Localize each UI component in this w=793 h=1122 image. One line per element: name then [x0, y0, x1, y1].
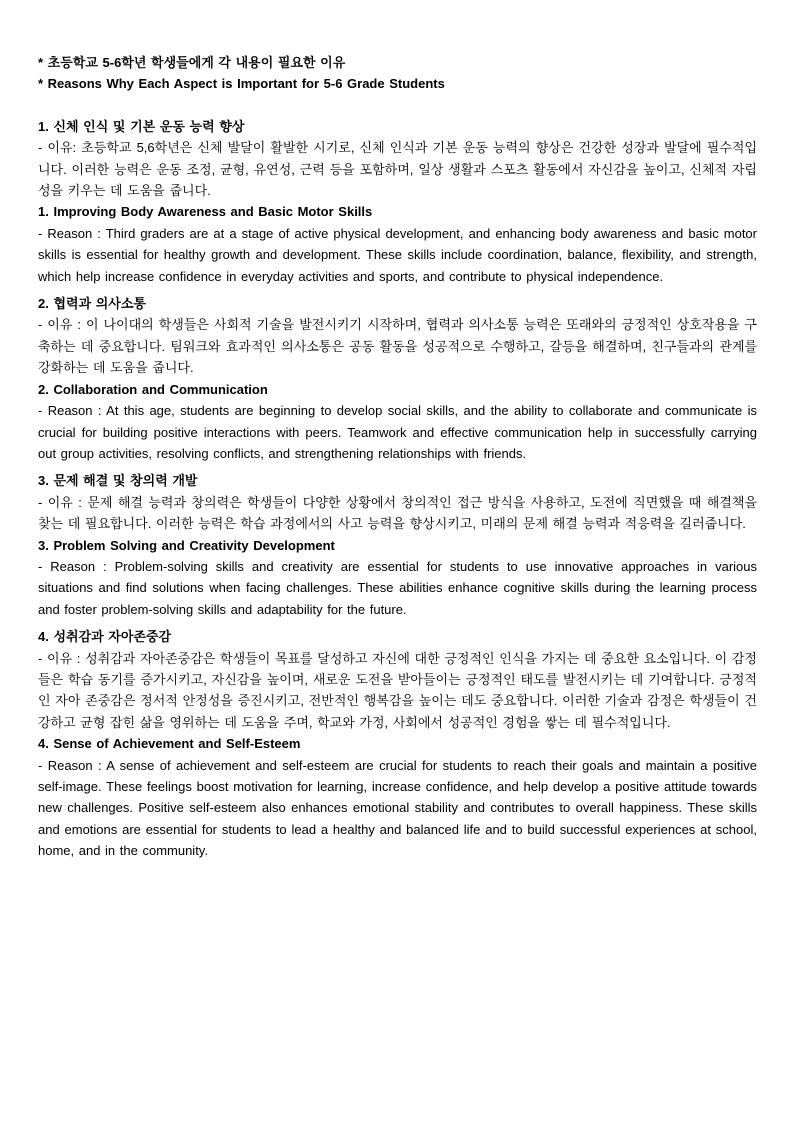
title-korean: * 초등학교 5-6학년 학생들에게 각 내용이 필요한 이유 [38, 55, 346, 70]
section-body-ko: - 이유: 초등학교 5,6학년은 신체 발달이 활발한 시기로, 신체 인식과 기본 운동 능력의 향상은 건강한 성장과 발달에 필수적입니다. 이러한 능력은 운동 조정, 균형, 유연성, 근력 등을 포함하며, 일상 생활과 스포츠 활동에서 자신감을 높이고, 신체적 자립성을 키우는 데 도움을 줍니다. [38, 140, 757, 199]
section-body-en: - Reason : A sense of achievement and self-esteem are crucial for students to reach their goals and maintain a positive self-image. These feelings boost motivation for learning, increase confidence, and help develop a positive attitude towards new challenges. Positive self-esteem also enhances emotional stability and contributes to overall happiness. These skills and emotions are essential for students to lead a healthy and balanced life and to build successful experiences at school, home, and in the community. [38, 757, 757, 859]
section-heading-en: 3. Problem Solving and Creativity Development [38, 537, 335, 553]
spacer [38, 95, 757, 116]
section-3 [38, 470, 757, 620]
section-heading-ko: 3. 문제 해결 및 창의력 개발 [38, 473, 198, 489]
section-heading-ko: 4. 성취감과 자아존중감 [38, 629, 172, 645]
section-heading-en: 1. Improving Body Awareness and Basic Motor Skills [38, 204, 373, 220]
section-1 [38, 116, 757, 287]
section-body-en: - Reason : Problem-solving skills and creativity are essential for students to use innovative approaches in various situations and find solutions when facing challenges. These abilities enhance cognitive skills during the learning process and foster problem-solving skills and adaptability for the future. [38, 558, 757, 617]
section-2 [38, 293, 757, 464]
section-body-ko: - 이유 : 문제 해결 능력과 창의력은 학생들이 다양한 상황에서 창의적인 접근 방식을 사용하고, 도전에 직면했을 때 해결책을 찾는 데 필요합니다. 이러한 능력은 학습 과정에서의 사고 능력을 향상시키고, 미래의 문제 해결 능력과 적응력을 길러줍니다. [38, 494, 757, 532]
section-body-en: - Reason : At this age, students are beginning to develop social skills, and the ability to collaborate and communicate is crucial for building positive interactions with peers. Teamwork and effective communication help in successfully carrying out group activities, resolving conflicts, and strengthening relationships with friends. [38, 403, 757, 461]
title-english: * Reasons Why Each Aspect is Important for 5-6 Grade Students [38, 76, 445, 92]
section-body-ko: - 이유 : 이 나이대의 학생들은 사회적 기술을 발전시키기 시작하며, 협력과 의사소통 능력은 또래와의 긍정적인 상호작용을 구축하는 데 중요합니다. 팀워크와 효과적인 의사소통은 공동 활동을 성공적으로 수행하고, 갈등을 해결하며, 친구들과의 관계를 강화하는 데 도움을 줍니다. [38, 317, 757, 376]
section-4 [38, 626, 757, 861]
document-page [38, 52, 757, 868]
section-body-ko: - 이유 : 성취감과 자아존중감은 학생들이 목표를 달성하고 자신에 대한 긍정적인 인식을 가지는 데 중요한 요소입니다. 이 감정들은 학습 동기를 증가시키고, 자신감을 높이며, 새로운 도전을 받아들이는 긍정적인 태도를 발전시키는 데 기여합니다. 긍정적인 자아 존중감은 정서적 안정성을 증진시키고, 전반적인 행복감을 높이는 데도 중요합니다. 이러한 기술과 감정은 학생들이 건강하고 균형 잡힌 삶을 영위하는 데 도움을 주며, 학교와 가정, 사회에서 성공적인 경험을 쌓는 데 필수적입니다. [38, 650, 757, 730]
section-body-en: - Reason : Third graders are at a stage of active physical development, and enhancing body awareness and basic motor skills is essential for healthy growth and development. These skills include coordination, balance, flexibility, and strength, which help increase confidence in everyday activities and sports, and contribute to physical independence. [38, 225, 757, 284]
section-heading-ko: 1. 신체 인식 및 기본 운동 능력 향상 [38, 118, 245, 134]
section-heading-en: 2. Collaboration and Communication [38, 381, 268, 397]
section-heading-ko: 2. 협력과 의사소통 [38, 296, 146, 312]
section-heading-en: 4. Sense of Achievement and Self-Esteem [38, 736, 301, 752]
